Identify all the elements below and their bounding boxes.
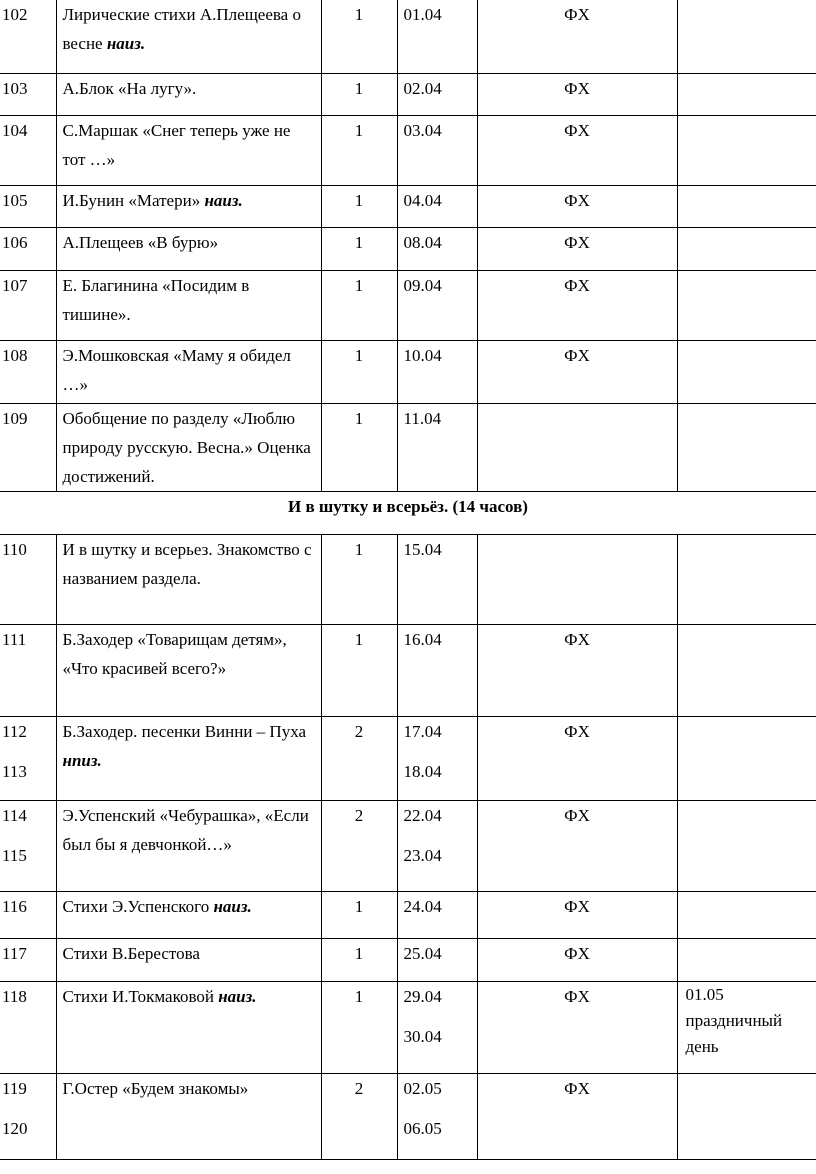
date-cell (397, 73, 477, 115)
lesson-title-cell (56, 0, 321, 73)
lesson-number-cell (0, 270, 56, 340)
hours-cell: 1 (321, 403, 397, 491)
lesson-date: 30.04 (403, 1026, 442, 1046)
control-type-cell: ФХ (477, 227, 677, 270)
lesson-tag: наиз. (213, 896, 252, 916)
control-type-cell: ФХ (477, 624, 677, 716)
section-header-row (0, 491, 816, 534)
date-cell (397, 534, 477, 624)
lesson-title-cell (56, 115, 321, 185)
lesson-number-cell (0, 1073, 56, 1159)
lesson-date: 08.04 (403, 232, 442, 252)
lesson-date: 15.04 (403, 539, 442, 559)
lesson-tag: наиз. (106, 34, 146, 53)
note-cell (677, 227, 816, 270)
lesson-title: И в шутку и всерьез. Знакомство с названием раздела. (62, 539, 312, 588)
hours-cell: 1 (321, 891, 397, 938)
lesson-title: И.Бунин «Матери» (62, 190, 201, 210)
lesson-date: 02.05 (403, 1078, 442, 1098)
lesson-title-cell (56, 716, 321, 800)
hours-cell: 2 (321, 800, 397, 891)
date-cell (397, 891, 477, 938)
control-type-cell: ФХ (477, 800, 677, 891)
control-type-cell: ФХ (477, 340, 677, 403)
section-title: И в шутку и всерьёз. (14 часов) (0, 491, 816, 534)
lesson-date: 04.04 (403, 190, 442, 210)
lesson-title: Обобщение по разделу «Люблю природу русскую. Весна.» Оценка достижений. (62, 408, 311, 486)
hours-cell: 1 (321, 73, 397, 115)
control-type-cell: ФХ (477, 185, 677, 227)
note-cell (677, 1073, 816, 1159)
lesson-number: 103 (2, 78, 28, 98)
lesson-number: 112 (2, 721, 27, 741)
hours-cell: 1 (321, 938, 397, 981)
control-type-cell: ФХ (477, 938, 677, 981)
note-cell: 01.05 праздничный день (677, 981, 816, 1073)
note-cell (677, 185, 816, 227)
lesson-date: 18.04 (403, 761, 442, 781)
control-type-cell: ФХ (477, 981, 677, 1073)
lesson-title-cell (56, 624, 321, 716)
date-cell (397, 0, 477, 73)
table-row (0, 800, 816, 891)
lesson-number: 113 (2, 761, 27, 781)
control-type-cell: ФХ (477, 716, 677, 800)
lesson-tag: нпиз. (62, 750, 102, 770)
control-type-cell: ФХ (477, 73, 677, 115)
lesson-number: 117 (2, 943, 27, 963)
lesson-title-cell (56, 1073, 321, 1159)
lesson-date: 10.04 (403, 345, 442, 365)
lesson-date: 06.05 (403, 1118, 442, 1138)
table-row (0, 1073, 816, 1159)
lesson-number: 110 (2, 539, 27, 559)
lesson-title: Э.Мошковская «Маму я обидел …» (62, 345, 291, 394)
hours-cell: 1 (321, 624, 397, 716)
lesson-number-cell (0, 534, 56, 624)
table-row (0, 227, 816, 270)
lesson-date: 02.04 (403, 78, 442, 98)
lesson-number: 102 (2, 5, 28, 24)
table-row (0, 0, 816, 73)
hours-cell: 1 (321, 227, 397, 270)
lesson-number-cell (0, 981, 56, 1073)
table-body-part-2 (0, 534, 816, 1159)
lesson-date: 24.04 (403, 896, 442, 916)
lesson-tag: наиз. (218, 986, 257, 1006)
date-cell (397, 1073, 477, 1159)
date-cell (397, 340, 477, 403)
lesson-title-cell (56, 938, 321, 981)
date-cell (397, 115, 477, 185)
lesson-title: Стихи Э.Успенского (62, 896, 210, 916)
table-body-part-1 (0, 0, 816, 491)
lesson-date: 29.04 (403, 986, 442, 1006)
lesson-title-cell (56, 227, 321, 270)
lesson-number: 105 (2, 190, 28, 210)
lesson-tag: наиз. (204, 190, 243, 210)
lesson-title: А.Плещеев «В бурю» (62, 232, 219, 252)
date-cell (397, 270, 477, 340)
lesson-title: Э.Успенский «Чебурашка», «Если был бы я девчонкой…» (62, 805, 309, 854)
lesson-title-cell (56, 800, 321, 891)
note-cell (677, 624, 816, 716)
note-cell (677, 403, 816, 491)
lesson-title-cell (56, 340, 321, 403)
lesson-date: 09.04 (403, 275, 442, 295)
note-cell (677, 800, 816, 891)
lesson-number-cell (0, 938, 56, 981)
note-cell (677, 0, 816, 73)
note-cell (677, 534, 816, 624)
lesson-number: 106 (2, 232, 28, 252)
lesson-number: 119 (2, 1078, 27, 1098)
hours-cell: 1 (321, 270, 397, 340)
lesson-number-cell (0, 716, 56, 800)
lesson-number: 118 (2, 986, 27, 1006)
lesson-title-cell (56, 981, 321, 1073)
lesson-number-cell (0, 0, 56, 73)
lesson-number: 109 (2, 408, 28, 428)
hours-cell: 1 (321, 534, 397, 624)
control-type-cell: ФХ (477, 0, 677, 73)
control-type-cell (477, 403, 677, 491)
lesson-number-cell (0, 800, 56, 891)
table-row (0, 73, 816, 115)
control-type-cell: ФХ (477, 891, 677, 938)
lesson-title: Стихи В.Берестова (62, 943, 200, 963)
date-cell (397, 227, 477, 270)
lesson-number-cell (0, 185, 56, 227)
note-cell (677, 115, 816, 185)
lesson-title: Е. Благинина «Посидим в тишине». (62, 275, 250, 324)
lesson-date: 17.04 (403, 721, 442, 741)
lesson-title: Б.Заходер. песенки Винни – Пуха (62, 721, 307, 741)
date-cell (397, 403, 477, 491)
lesson-number: 120 (2, 1118, 28, 1138)
lesson-number: 111 (2, 629, 27, 649)
control-type-cell: ФХ (477, 115, 677, 185)
table-row (0, 185, 816, 227)
lesson-title-cell (56, 403, 321, 491)
lesson-title: А.Блок «На лугу». (62, 78, 197, 98)
date-cell (397, 185, 477, 227)
hours-cell: 2 (321, 1073, 397, 1159)
table-row (0, 716, 816, 800)
lesson-number-cell (0, 891, 56, 938)
hours-cell: 1 (321, 0, 397, 73)
lesson-number-cell (0, 115, 56, 185)
lesson-number-cell (0, 227, 56, 270)
date-cell (397, 800, 477, 891)
table-row (0, 115, 816, 185)
note-cell (677, 938, 816, 981)
lesson-title-cell (56, 185, 321, 227)
lesson-number: 114 (2, 805, 27, 825)
note-cell (677, 891, 816, 938)
hours-cell: 1 (321, 185, 397, 227)
table-row (0, 534, 816, 624)
table-row (0, 340, 816, 403)
lesson-title-cell (56, 270, 321, 340)
date-cell (397, 716, 477, 800)
table-row (0, 981, 816, 1073)
note-cell (677, 270, 816, 340)
control-type-cell: ФХ (477, 1073, 677, 1159)
lesson-number: 115 (2, 845, 27, 865)
lesson-number-cell (0, 624, 56, 716)
lesson-title: Стихи И.Токмаковой (62, 986, 214, 1006)
lesson-title: Лирические стихи А.Плещеева о весне (62, 5, 301, 53)
lesson-title: Г.Остер «Будем знакомы» (62, 1078, 249, 1098)
lesson-number: 108 (2, 345, 28, 365)
lesson-title: С.Маршак «Снег теперь уже не тот …» (62, 120, 291, 169)
table-row (0, 624, 816, 716)
hours-cell: 2 (321, 716, 397, 800)
lesson-number-cell (0, 340, 56, 403)
control-type-cell (477, 534, 677, 624)
hours-cell: 1 (321, 340, 397, 403)
lesson-number-cell (0, 403, 56, 491)
table-row (0, 270, 816, 340)
lesson-date: 22.04 (403, 805, 442, 825)
lesson-title-cell (56, 534, 321, 624)
lesson-number: 116 (2, 896, 27, 916)
lesson-title-cell (56, 73, 321, 115)
lesson-date: 03.04 (403, 120, 442, 140)
lesson-number: 104 (2, 120, 28, 140)
table-section (0, 491, 816, 534)
hours-cell: 1 (321, 115, 397, 185)
date-cell (397, 938, 477, 981)
lesson-title: Б.Заходер «Товарищам детям», «Что красивей всего?» (62, 629, 287, 678)
lesson-number-cell (0, 73, 56, 115)
table-row (0, 891, 816, 938)
lesson-date: 16.04 (403, 629, 442, 649)
date-cell (397, 981, 477, 1073)
date-cell (397, 624, 477, 716)
lesson-date: 01.04 (403, 5, 442, 24)
lesson-title-cell (56, 891, 321, 938)
hours-cell: 1 (321, 981, 397, 1073)
table-row (0, 403, 816, 491)
control-type-cell: ФХ (477, 270, 677, 340)
table-row (0, 938, 816, 981)
note-cell (677, 340, 816, 403)
lesson-date: 11.04 (403, 408, 442, 428)
note-cell (677, 73, 816, 115)
lesson-number: 107 (2, 275, 28, 295)
note-cell (677, 716, 816, 800)
lesson-date: 23.04 (403, 845, 442, 865)
lesson-date: 25.04 (403, 943, 442, 963)
